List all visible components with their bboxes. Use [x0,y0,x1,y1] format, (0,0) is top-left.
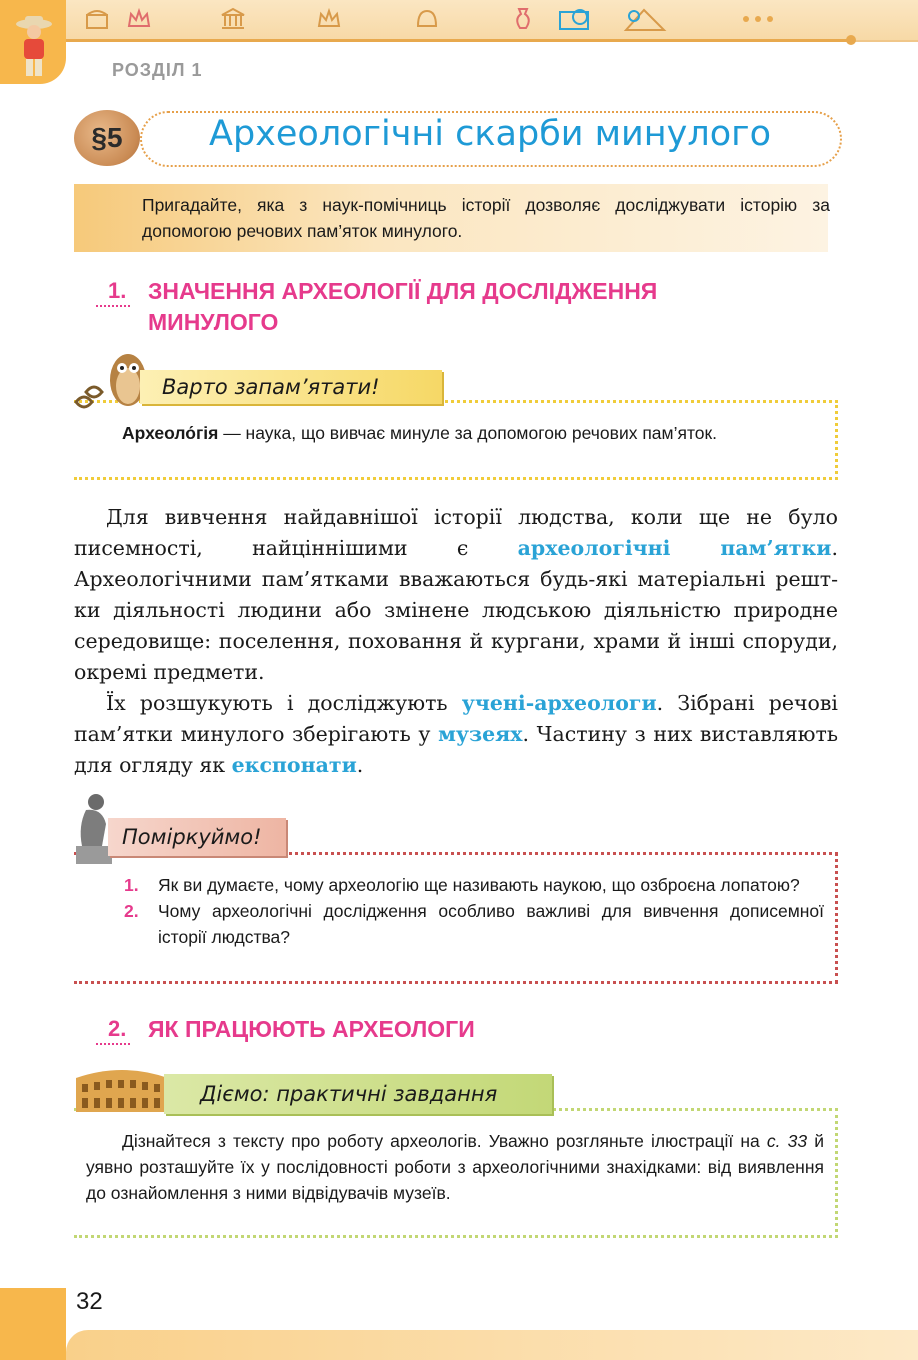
text-span: . [356,753,364,777]
page-reference: с. 33 [766,1131,808,1151]
vase-icon [510,6,536,32]
section-title-line: ЗНАЧЕННЯ АРХЕОЛОГІЇ ДЛЯ ДОСЛІДЖЕННЯ [148,278,658,304]
crown-icon [126,6,152,32]
header-divider [60,39,850,42]
question-item [124,898,824,950]
text-span: Дізнайтеся з тексту про роботу археологів. Уважно розгляньте ілюстрації на [122,1131,767,1151]
question-item [124,872,824,898]
text-span: . Частину з них виставляють для огляду як [74,722,838,777]
chapter-label: РОЗДІЛ 1 [112,60,203,80]
footer-tab [0,1288,66,1360]
think-label: Поміркуймо! [108,818,286,856]
question-number: 1. [124,875,139,895]
intro-text: Пригадайте, яка з наук-помічниць історії дозволяє досліджувати історію за допомогою речових пам’яток минулого. [142,195,830,241]
task-paragraph [86,1128,824,1206]
section-heading-1 [96,278,130,304]
highlighted-term: музеях [438,722,523,746]
helmet-icon [414,6,440,32]
book-magnifier-icon [556,6,596,32]
highlighted-term: учені-археологи [461,691,657,715]
dots-ornament-icon [740,6,780,32]
section-heading-2 [96,1016,130,1042]
practice-label: Діємо: практичні завдання [164,1074,552,1114]
crown-icon-2 [316,6,342,32]
section-number: 2. [96,1016,130,1045]
page-title: Археологічні скарби минулого [209,114,771,154]
page-number: 32 [76,1288,103,1315]
footer-band [66,1330,918,1360]
question-text: Як ви думаєте, чому археологію ще називають наукою, що озброєна лопатою? [158,875,800,895]
section-number: 1. [96,278,130,307]
text-span: Їх розшукують і досліджують [106,691,462,715]
text-span: . Зібрані речові пам’ятки минулого зберігають у [74,691,838,746]
text-span: Для вивчення найдавнішої історії людства, коли ще не було писемності, найціннішими є [74,505,838,560]
text-span: й уявно розташуйте їх у послідовності роботи з археологічними знахідками: від виявлення до ознайомлення з ними відвідувачів музеїв. [86,1131,825,1203]
definition-term: Археоло́гія [122,423,219,443]
body-text [74,502,838,781]
temple-icon [220,6,246,32]
text-span: . Археологічними пам’ятками вважаються будь-які матеріальні рештки діяльності людини або змінене людською діяльністю природне середовище: поселення, поховання й кургани, храми й інші споруди, окремі предмети. [74,536,838,684]
explorer-icon [8,14,60,78]
pyramid-icon [620,6,670,32]
practice-task [86,1128,824,1206]
chest-icon [84,6,110,32]
section-title-1 [148,276,838,338]
definition-text: — наука, що вивчає минуле за допомогою речових пам’яток. [218,423,718,443]
colosseum-icon [72,1058,172,1116]
highlighted-term: археологічні пам’ятки [517,536,832,560]
question-number: 2. [124,901,139,921]
header-divider-dot [846,35,856,45]
section-title-line: МИНУЛОГО [148,309,279,335]
section-title-2: ЯК ПРАЦЮЮТЬ АРХЕОЛОГИ [148,1016,475,1042]
remember-label: Варто запам’ятати! [140,370,442,404]
remember-definition [86,420,824,447]
question-list [124,872,824,950]
body-paragraph-1 [74,502,838,688]
question-text: Чому археологічні дослідження особливо важливі для вивчення дописемної історії людства? [158,901,824,947]
highlighted-term: експонати [231,753,357,777]
paragraph-badge: §5 [74,110,140,166]
body-paragraph-2 [74,688,838,781]
